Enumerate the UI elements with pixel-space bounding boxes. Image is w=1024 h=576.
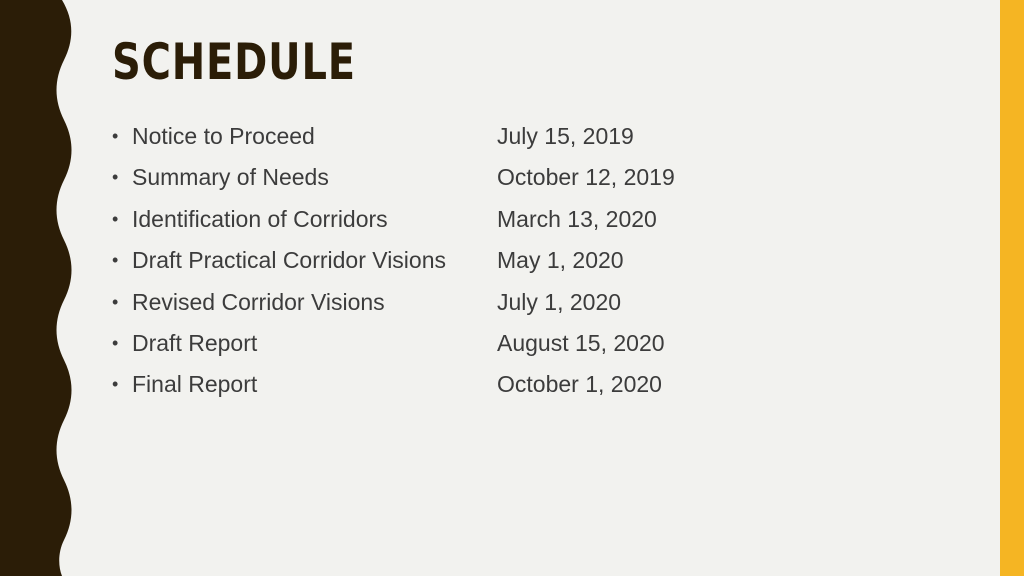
schedule-row [112, 364, 752, 405]
milestone-date: March 13, 2020 [497, 205, 657, 232]
wavy-left-band [0, 0, 80, 576]
schedule-row [112, 199, 752, 240]
milestone-label: Draft Report [132, 329, 258, 356]
milestone-date: July 1, 2020 [497, 288, 622, 315]
milestone-date: August 15, 2020 [497, 329, 665, 356]
milestone-date: October 1, 2020 [497, 371, 662, 398]
bullet-icon: • [112, 250, 119, 271]
milestone-date: July 15, 2019 [497, 123, 634, 149]
schedule-row [112, 240, 752, 281]
schedule-row [112, 116, 752, 157]
milestone-label: Summary of Needs [132, 164, 329, 191]
schedule-row [112, 282, 752, 323]
milestone-date: October 12, 2019 [497, 164, 675, 191]
bullet-icon: • [112, 332, 119, 353]
bullet-icon: • [112, 208, 119, 229]
bullet-icon: • [112, 374, 119, 395]
page-title: SCHEDULE [112, 33, 356, 91]
schedule-list [112, 116, 752, 406]
bullet-icon: • [112, 167, 119, 188]
bullet-icon: • [112, 291, 119, 312]
schedule-row [112, 157, 752, 198]
milestone-date: May 1, 2020 [497, 247, 624, 274]
wavy-band-shape [0, 0, 72, 576]
milestone-label: Identification of Corridors [132, 205, 388, 232]
milestone-label: Final Report [132, 371, 258, 398]
accent-stripe [1000, 0, 1024, 576]
schedule-row [112, 323, 752, 364]
milestone-label: Notice to Proceed [132, 123, 315, 149]
milestone-label: Draft Practical Corridor Visions [132, 247, 447, 274]
milestone-label: Revised Corridor Visions [132, 288, 385, 315]
bullet-icon: • [112, 126, 119, 146]
